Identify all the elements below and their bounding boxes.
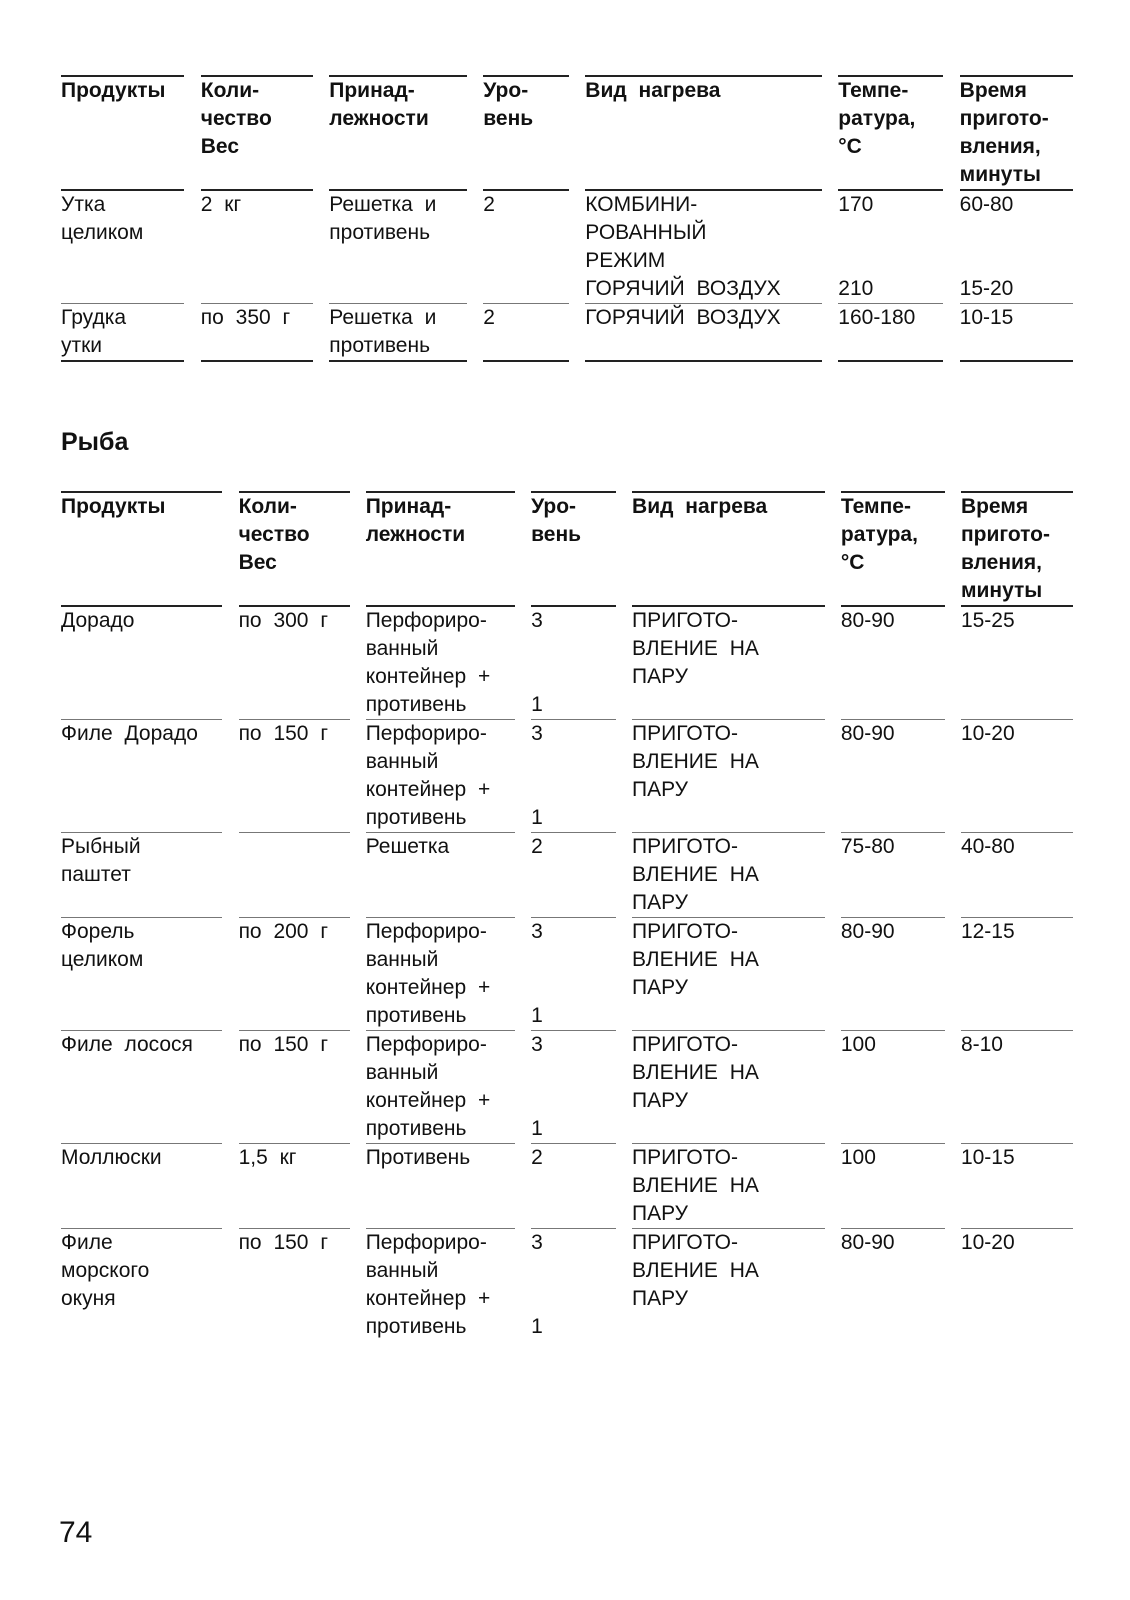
- cell-time: 15-25: [961, 607, 1073, 720]
- cell-temperature: 100: [841, 1144, 945, 1229]
- cell-temperature: 170 210: [838, 191, 943, 304]
- cell-temperature: 75-80: [841, 833, 945, 918]
- table-row: [61, 720, 1073, 833]
- cell-product: Филе Дорадо: [61, 720, 222, 833]
- header-heating-mode: Вид нагрева: [632, 491, 825, 607]
- table-row: [61, 833, 1073, 918]
- cell-quantity: 1,5 кг: [239, 1144, 350, 1229]
- cell-level: 2: [483, 304, 569, 362]
- cell-time: 10-20: [961, 720, 1073, 833]
- cell-level: 3 1: [531, 918, 616, 1031]
- table-row: [61, 304, 1073, 362]
- header-quantity: Коли- чество Вес: [239, 491, 350, 607]
- header-level: Уро- вень: [483, 75, 569, 191]
- cell-product: Дорадо: [61, 607, 222, 720]
- cell-accessories: Решетка и противень: [329, 191, 467, 304]
- cell-accessories: Перфориро- ванный контейнер + противень: [365, 1231, 491, 1338]
- header-products: Продукты: [61, 75, 184, 191]
- cell-accessories: Перфориро- ванный контейнер + противень: [366, 607, 515, 720]
- header-cooking-time: Время пригото- вления, минуты: [960, 75, 1073, 191]
- header-heating-mode: Вид нагрева: [585, 75, 822, 191]
- cell-heating-mode: ПРИГОТО- ВЛЕНИЕ НА ПАРУ: [632, 1144, 825, 1229]
- cell-quantity: по 150 г: [238, 1231, 328, 1254]
- cell-product: Моллюски: [61, 1144, 222, 1229]
- cell-time: 40-80: [961, 833, 1073, 918]
- cell-product: Филе лосося: [61, 1031, 222, 1144]
- cell-time: 10-15: [961, 1144, 1073, 1229]
- cell-accessories: Перфориро- ванный контейнер + противень: [366, 918, 515, 1031]
- table-row: [61, 607, 1073, 720]
- cell-heating-mode: ПРИГОТО- ВЛЕНИЕ НА ПАРУ: [632, 833, 825, 918]
- cell-level: 2: [531, 833, 616, 918]
- table-row: [61, 918, 1073, 1031]
- cell-product: Утка целиком: [61, 191, 184, 304]
- cell-temperature: 100: [841, 1031, 945, 1144]
- cell-heating-mode: ПРИГОТО- ВЛЕНИЕ НА ПАРУ: [632, 607, 825, 720]
- cell-heating-mode: КОМБИНИ- РОВАННЫЙ РЕЖИМ ГОРЯЧИЙ ВОЗДУХ: [585, 191, 822, 304]
- table-row: [61, 1144, 1073, 1229]
- cell-time: 10-15: [960, 304, 1073, 362]
- cell-product: Рыбный паштет: [61, 833, 222, 918]
- cell-temperature: 80-90: [841, 918, 945, 1031]
- cell-temperature: 80-90: [841, 607, 945, 720]
- cell-quantity: по 200 г: [239, 918, 350, 1031]
- cell-temperature: 80-90: [840, 1231, 895, 1254]
- cell-heating-mode: ПРИГОТО- ВЛЕНИЕ НА ПАРУ: [632, 1231, 759, 1310]
- cell-level: 2: [483, 191, 569, 304]
- cell-quantity: по 150 г: [239, 720, 350, 833]
- cell-level: 2: [531, 1144, 616, 1229]
- cell-level: 3 1: [531, 1031, 616, 1144]
- cell-quantity: 2 кг: [201, 191, 313, 304]
- section-title-fish: Рыба: [61, 428, 129, 456]
- page-number: 74: [59, 1516, 93, 1549]
- cell-heating-mode: ГОРЯЧИЙ ВОЗДУХ: [585, 304, 822, 362]
- cell-time: 12-15: [961, 918, 1073, 1031]
- cell-product: Филе морского окуня: [61, 1231, 150, 1310]
- cell-level: 3 1: [531, 1231, 543, 1338]
- fish-cooking-table: [61, 491, 1073, 1341]
- cell-heating-mode: ПРИГОТО- ВЛЕНИЕ НА ПАРУ: [632, 720, 825, 833]
- cell-product: Грудка утки: [61, 304, 184, 362]
- duck-table-header-row: [61, 75, 1073, 191]
- header-temperature: Темпе- ратура, °C: [838, 75, 943, 191]
- cell-time: 60-80 15-20: [960, 191, 1073, 304]
- header-accessories: Принад- лежности: [329, 75, 467, 191]
- cell-temperature: 160-180: [838, 304, 943, 362]
- table-row: [61, 1229, 1073, 1341]
- cell-quantity: по 350 г: [201, 304, 313, 362]
- table-row: [61, 191, 1073, 304]
- cell-accessories: Решетка и противень: [329, 304, 467, 362]
- cell-accessories: Перфориро- ванный контейнер + противень: [366, 1031, 515, 1144]
- cell-level: 3 1: [531, 720, 616, 833]
- header-accessories: Принад- лежности: [366, 491, 515, 607]
- cell-time: 10-20: [960, 1231, 1015, 1254]
- cell-temperature: 80-90: [841, 720, 945, 833]
- header-temperature: Темпе- ратура, °C: [841, 491, 945, 607]
- table-row: [61, 1031, 1073, 1144]
- header-cooking-time: Время пригото- вления, минуты: [961, 491, 1073, 607]
- cell-time: 8-10: [961, 1031, 1073, 1144]
- cell-heating-mode: ПРИГОТО- ВЛЕНИЕ НА ПАРУ: [632, 1031, 825, 1144]
- cell-level: 3 1: [531, 607, 616, 720]
- fish-table-header-row: [61, 491, 1073, 607]
- header-quantity: Коли- чество Вес: [201, 75, 313, 191]
- header-level: Уро- вень: [531, 491, 616, 607]
- cell-accessories: Перфориро- ванный контейнер + противень: [366, 720, 515, 833]
- cell-quantity: [239, 833, 350, 918]
- header-products: Продукты: [61, 491, 222, 607]
- cell-quantity: по 300 г: [239, 607, 350, 720]
- cell-heating-mode: ПРИГОТО- ВЛЕНИЕ НА ПАРУ: [632, 918, 825, 1031]
- cell-accessories: Решетка: [366, 833, 515, 918]
- cell-quantity: по 150 г: [239, 1031, 350, 1144]
- duck-cooking-table: [61, 75, 1073, 362]
- cell-accessories: Противень: [366, 1144, 515, 1229]
- cell-product: Форель целиком: [61, 918, 222, 1031]
